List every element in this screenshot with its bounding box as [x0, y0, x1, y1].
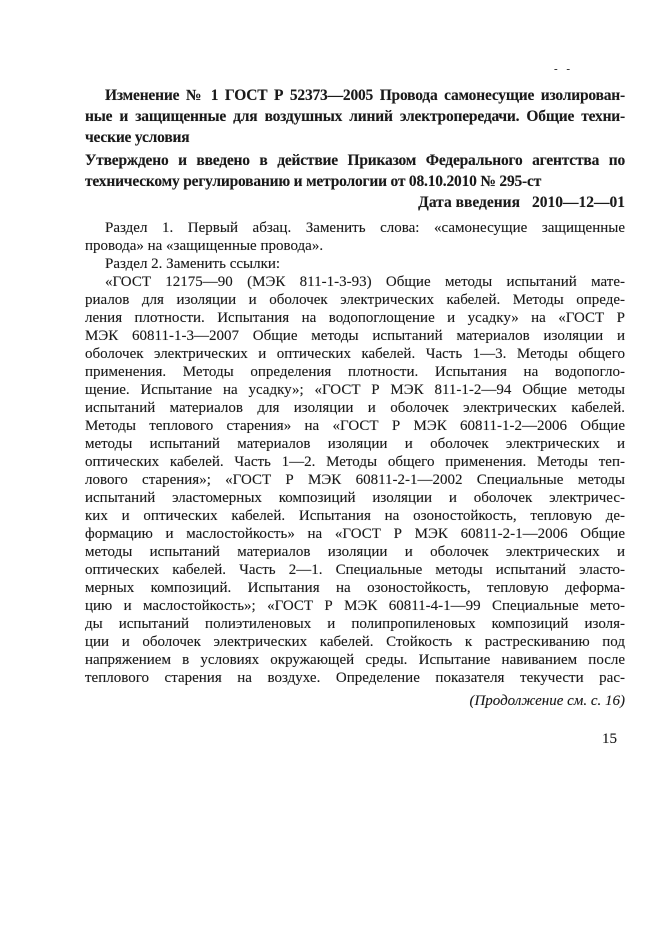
introduction-date-line — [85, 192, 625, 213]
text-line: ческие условия — [85, 129, 190, 146]
text-line: методы испытаний материалов изоляции и оболочек электрических и — [85, 544, 625, 560]
text-line: Утверждено и введено в действие Приказом Федерального агентства по — [85, 152, 625, 169]
introduction-date-label: Дата введения — [418, 194, 520, 211]
document-title — [85, 85, 625, 148]
text-line: применения. Методы определения плотности. Испытания на водопогло- — [85, 364, 625, 380]
paragraph-references — [85, 273, 625, 687]
page-number: 15 — [602, 731, 617, 747]
text-line: оптических кабелей. Часть 2—1. Специальные методы испытаний эласто- — [85, 562, 625, 578]
text-line: «ГОСТ 12175—90 (МЭК 811-1-3-93) Общие методы испытаний мате- — [105, 274, 625, 290]
text-line: Методы теплового старения» на «ГОСТ Р МЭК 60811-1-2—2006 Общие — [85, 418, 625, 434]
text-line: МЭК 60811-1-3—2007 Общие методы испытаний материалов изоляции и — [85, 328, 625, 344]
text-line: ции и оболочек электрических кабелей. Стойкость к растрескиванию под — [85, 634, 625, 650]
approval-paragraph — [85, 150, 625, 192]
text-line: оболочек электрических и оптических кабелей. Часть 1—3. Методы общего — [85, 346, 625, 362]
text-line: техническому регулированию и метрологии от 08.10.2010 № 295-ст — [85, 173, 542, 190]
text-line: ды испытаний полиэтиленовых и полипропиленовых композиций изоля- — [85, 616, 625, 632]
text-line: провода» на «защищенные провода». — [85, 238, 324, 254]
amendment-body — [85, 219, 625, 687]
text-line: напряжением в условиях окружающей среды. Испытание навиванием после — [85, 652, 625, 668]
text-line: Изменение № 1 ГОСТ Р 52373—2005 Провода самонесущие изолирован- — [105, 87, 625, 104]
text-line: ления плотности. Испытания на водопоглощение и усадку» на «ГОСТ Р — [85, 310, 625, 326]
paragraph-section-1 — [85, 219, 625, 255]
text-line: лового старения»; «ГОСТ Р МЭК 60811-2-1—2002 Специальные методы — [85, 472, 625, 488]
text-block — [85, 85, 625, 748]
paragraph-section-2 — [85, 255, 625, 273]
scan-artifact-mark: - - — [554, 63, 574, 75]
text-line: методы испытаний материалов изоляции и оболочек электрических и — [85, 436, 625, 452]
continuation-note: (Продолжение см. с. 16) — [469, 693, 625, 709]
text-line: Раздел 2. Заменить ссылки: — [105, 256, 281, 272]
introduction-date-value: 2010—12—01 — [532, 194, 625, 211]
text-line: щение. Испытание на усадку»; «ГОСТ Р МЭК 811-1-2—94 Общие методы — [85, 382, 625, 398]
text-line: ких и оптических кабелей. Испытания на озоностойкость, тепловую де- — [85, 508, 625, 524]
text-line: мерных композиций. Испытания на озоностойкость, тепловую деформа- — [85, 580, 625, 596]
text-line: испытаний эластомерных композиций изоляции и оболочек электричес- — [85, 490, 625, 506]
text-line: испытаний материалов для изоляции и оболочек электрических кабелей. — [85, 400, 625, 416]
text-line: Раздел 1. Первый абзац. Заменить слова: «самонесущие защищенные — [105, 220, 625, 236]
text-line: теплового старения на воздухе. Определение показателя текучести рас- — [85, 670, 625, 686]
text-line: ные и защищенные для воздушных линий электропередачи. Общие техни- — [85, 108, 625, 125]
text-line: оптических кабелей. Часть 1—2. Методы общего применения. Методы теп- — [85, 454, 625, 470]
text-line: риалов для изоляции и оболочек электрических кабелей. Методы опреде- — [85, 292, 625, 308]
text-line: цию и маслостойкость»; «ГОСТ Р МЭК 60811-4-1—99 Специальные мето- — [85, 598, 625, 614]
text-line: формацию и маслостойкость» на «ГОСТ Р МЭК 60811-2-1—2006 Общие — [85, 526, 625, 542]
